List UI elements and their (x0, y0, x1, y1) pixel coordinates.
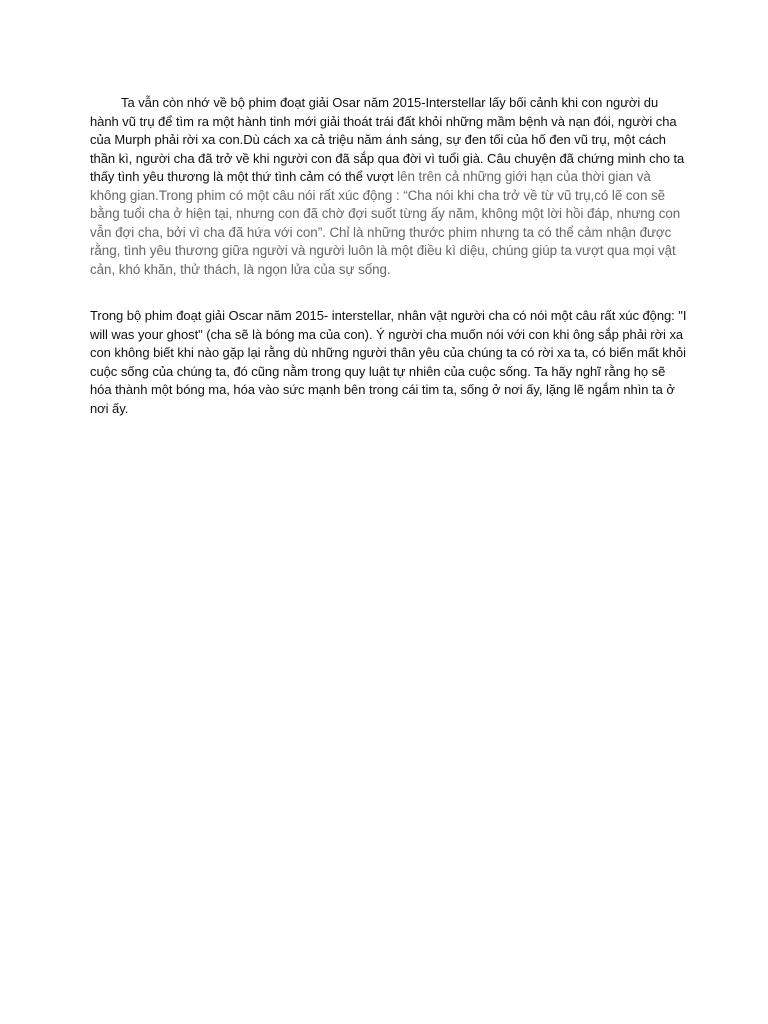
paragraph-1-grey-text: lên trên cả những giới hạn của thời gian và không gian.Trong phim có một câu nói rất xúc động : “Cha nói khi cha trở về từ vũ trụ,có lẽ con sẽ bằng tuổi cha ở hiện tại, nhưng con đã chờ đợi suốt từng ấy năm, không một lời hồi đáp, nhưng con vẫn đợi cha, bởi vì cha đã hứa với con”. Chỉ là những thước phim nhưng ta có thể cảm nhận được rằng, tình yêu thương giữa người và người luôn là một điều kì diệu, chúng giúp ta vượt qua mọi vật cản, khó khăn, thử thách, là ngọn lửa của sự sống. (90, 169, 681, 277)
paragraph-1-dark-text: Ta vẫn còn nhớ về bộ phim đoạt giải Osar năm 2015-Interstellar lấy bối cảnh khi con người du hành vũ trụ để tìm ra một hành tinh mới giải thoát trái đất khỏi những mầm bệnh và nạn đói, người cha của Murph phải rời xa con.Dù cách xa cả triệu năm ánh sáng, sự đen tối của hố đen vũ trụ, một cách thần kì, người cha đã trở về khi người con đã sắp qua đời vì tuổi già. Câu chuyện đã chứng minh cho ta thấy tình yêu thương là một thứ tình cảm có thể vượt (90, 95, 685, 184)
paragraph-1 (90, 94, 690, 279)
paragraph-2: Trong bộ phim đoạt giải Oscar năm 2015- interstellar, nhân vật người cha có nói một câu rất xúc động: "I will was your ghost" (cha sẽ là bóng ma của con). Ý người cha muốn nói với con khi ông sắp phải rời xa con không biết khi nào gặp lại rằng dù những người thân yêu của chúng ta có rời xa ta, có biến mất khỏi cuộc sống của chúng ta, đó cũng nằm trong quy luật tự nhiên của cuộc sống. Ta hãy nghĩ rằng họ sẽ hóa thành một bóng ma, hóa vào sức mạnh bên trong cái tim ta, sống ở nơi ấy, lặng lẽ ngắm nhìn ta ở nơi ấy. (90, 308, 687, 416)
